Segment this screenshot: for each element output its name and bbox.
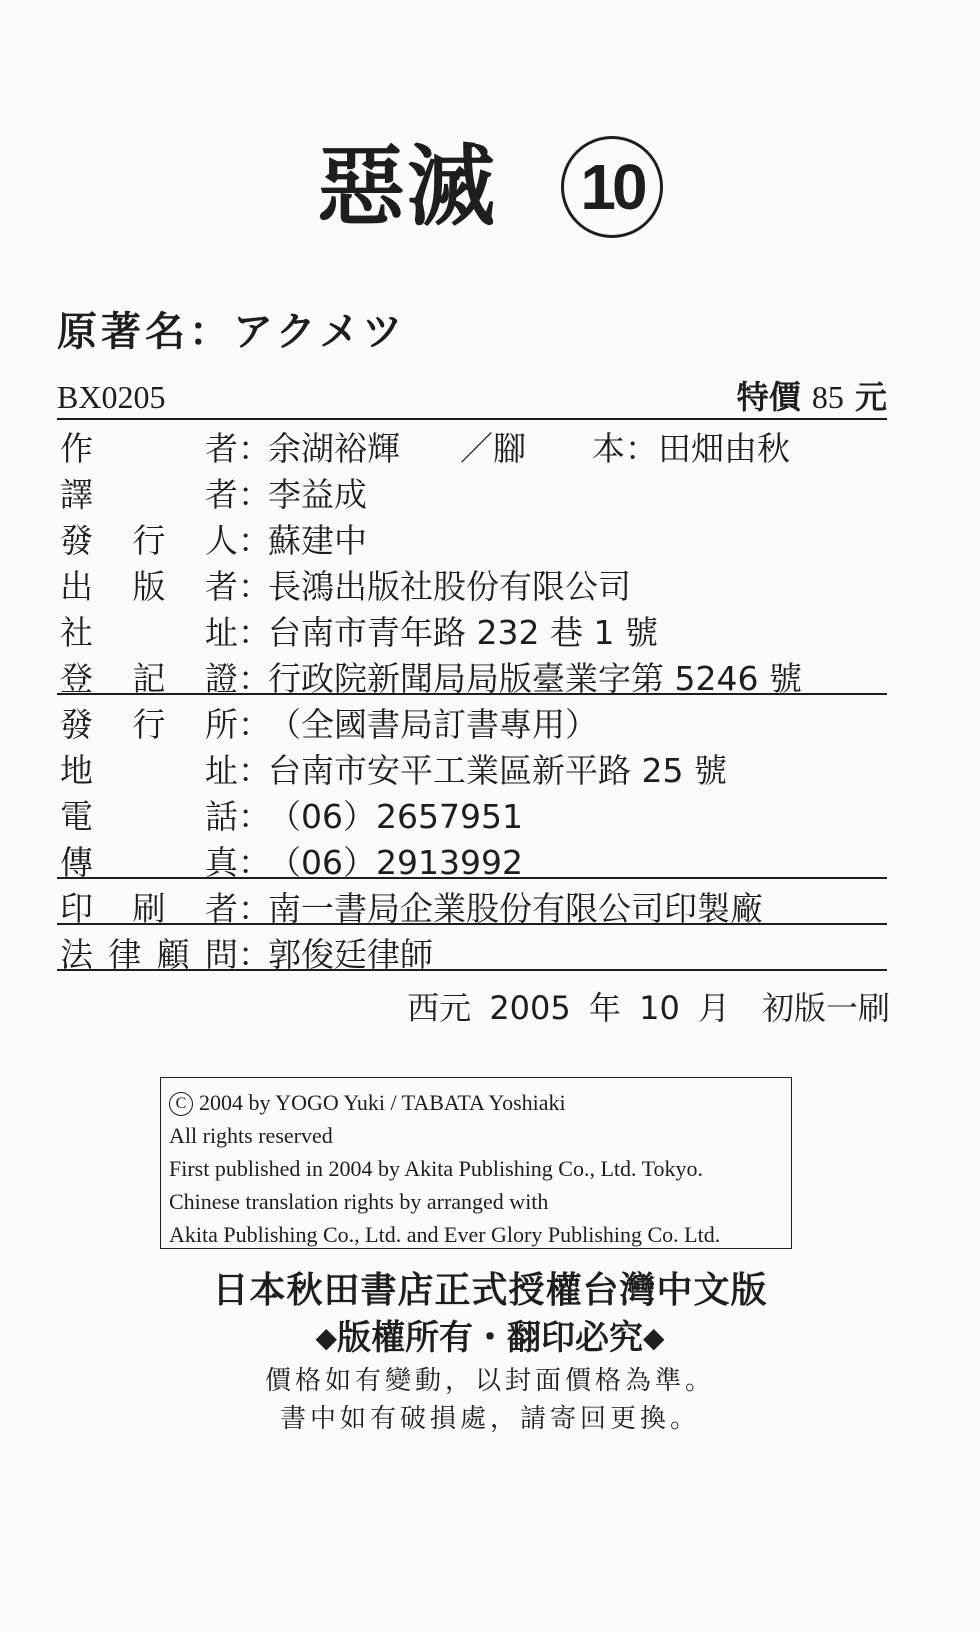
credit-label-char: 發 — [60, 520, 93, 560]
credit-label — [60, 607, 238, 654]
credit-value: 郭俊廷律師 — [268, 934, 433, 974]
diamond-right-icon: ◆ — [643, 1321, 665, 1354]
credit-label-char: 證 — [205, 658, 238, 698]
credit-row — [60, 883, 890, 929]
credit-label-char: 法 — [60, 934, 93, 974]
book-title: 惡滅 — [316, 135, 497, 238]
credit-row — [60, 791, 890, 837]
credit-label-char: 者 — [205, 566, 238, 606]
damage-return-note: 書中如有破損處，請寄回更換。 — [279, 1404, 700, 1434]
book-code: BX0205 — [57, 379, 166, 415]
credit-label-char: 電 — [60, 796, 93, 836]
price-label: 特價 — [736, 378, 801, 416]
authorization-line: 日本秋田書店正式授權台灣中文版 — [212, 1270, 768, 1311]
credit-row — [60, 561, 890, 607]
credit-value: （06）2913992 — [268, 842, 523, 882]
credit-label-char: 刷 — [132, 888, 166, 928]
copyright-line-3: First published in 2004 by Akita Publishing Co., Ltd. Tokyo. — [169, 1156, 704, 1181]
credit-value: 長鴻出版社股份有限公司 — [268, 566, 631, 606]
credit-value: （06）2657951 — [268, 796, 523, 836]
credit-value: （全國書局訂書專用） — [268, 704, 598, 744]
price-change-note: 價格如有變動，以封面價格為準。 — [264, 1366, 715, 1396]
credit-row — [60, 699, 890, 745]
credit-label — [60, 791, 238, 838]
script-credit-label: ／腳 本： — [460, 428, 658, 468]
diamond-left-icon: ◆ — [315, 1321, 337, 1354]
credit-value: 台南市青年路 232 巷 1 號 — [268, 612, 658, 652]
credits-table — [60, 423, 890, 975]
copyright-line-4: Chinese translation rights by arranged with — [169, 1189, 549, 1214]
credit-colon: ： — [238, 842, 271, 882]
credit-label-char: 話 — [205, 796, 238, 836]
rights-text: 版權所有・翻印必究 — [337, 1318, 643, 1358]
credit-label-char: 行 — [132, 704, 166, 744]
credit-label — [60, 515, 238, 562]
credit-row — [60, 929, 890, 975]
edition-date: 西元 2005 年 10 月 初版一刷 — [407, 989, 890, 1027]
credit-label — [60, 883, 238, 930]
credit-label-char: 律 — [108, 934, 142, 974]
credit-row — [60, 653, 890, 699]
price-amount: 85 — [811, 379, 844, 415]
price — [737, 372, 887, 418]
credit-label-char: 譯 — [60, 474, 93, 514]
credit-row — [60, 745, 890, 791]
credit-value: 余湖裕輝 — [268, 428, 400, 468]
credit-colon: ： — [238, 704, 271, 744]
credit-label-char: 地 — [60, 750, 93, 790]
credit-label — [60, 699, 238, 746]
credit-label-char: 出 — [60, 566, 93, 606]
credit-colon: ： — [238, 520, 271, 560]
credit-label-char: 行 — [132, 520, 166, 560]
credit-label-char: 印 — [60, 888, 93, 928]
credit-label-char: 者 — [205, 428, 238, 468]
credit-row — [60, 837, 890, 883]
credit-label-char: 址 — [205, 612, 238, 652]
credit-colon: ： — [238, 658, 271, 698]
rule-top — [57, 418, 887, 420]
credit-colon: ： — [238, 934, 271, 974]
credit-label — [60, 745, 238, 792]
credit-label-char: 顧 — [156, 934, 190, 974]
title-block — [0, 136, 980, 238]
credit-value: 台南市安平工業區新平路 25 號 — [268, 750, 727, 790]
credit-label-char: 發 — [60, 704, 93, 744]
credit-colon: ： — [238, 428, 271, 468]
credit-value: 行政院新聞局局版臺業字第 5246 號 — [268, 658, 802, 698]
rights-reserved — [0, 1310, 980, 1359]
credit-value: 南一書局企業股份有限公司印製廠 — [268, 888, 763, 928]
copyright-box — [160, 1077, 792, 1249]
credit-row — [60, 423, 890, 469]
credit-colon: ： — [238, 474, 271, 514]
credit-colon: ： — [238, 566, 271, 606]
copyright-symbol: C — [169, 1092, 193, 1116]
credit-label-char: 者 — [205, 888, 238, 928]
credit-label-char: 記 — [132, 658, 166, 698]
credit-label-char: 登 — [60, 658, 93, 698]
credit-label-char: 真 — [205, 842, 238, 882]
credit-label-char: 址 — [205, 750, 238, 790]
credit-label-char: 所 — [205, 704, 238, 744]
credit-label-char: 傳 — [60, 842, 93, 882]
script-credit-value: 田畑由秋 — [658, 428, 790, 468]
credit-label — [60, 653, 238, 700]
volume-number: 10 — [561, 136, 663, 238]
credit-label — [60, 929, 238, 976]
credit-colon: ： — [238, 888, 271, 928]
credit-label-char: 社 — [60, 612, 93, 652]
credit-label — [60, 837, 238, 884]
credit-colon: ： — [238, 612, 271, 652]
credit-colon: ： — [238, 796, 271, 836]
copyright-line-5: Akita Publishing Co., Ltd. and Ever Glory Publishing Co. Ltd. — [169, 1222, 721, 1247]
copyright-line-1: C 2004 by YOGO Yuki / TABATA Yoshiaki — [169, 1086, 791, 1119]
credit-colon: ： — [238, 750, 271, 790]
credit-label — [60, 469, 238, 516]
original-title: 原著名：アクメツ — [57, 309, 407, 355]
credit-label — [60, 423, 238, 470]
credit-label-char: 者 — [205, 474, 238, 514]
credit-value: 李益成 — [268, 474, 367, 514]
credit-label — [60, 561, 238, 608]
credit-label-char: 版 — [132, 566, 166, 606]
credit-value: 蘇建中 — [268, 520, 367, 560]
credit-row — [60, 515, 890, 561]
code-price-row — [57, 372, 887, 418]
copyright-line-2: All rights reserved — [169, 1123, 333, 1148]
credit-label-char: 作 — [60, 428, 93, 468]
credit-label-char: 人 — [205, 520, 238, 560]
credit-row — [60, 607, 890, 653]
credit-row — [60, 469, 890, 515]
price-unit: 元 — [854, 378, 887, 416]
credit-label-char: 問 — [204, 934, 238, 974]
